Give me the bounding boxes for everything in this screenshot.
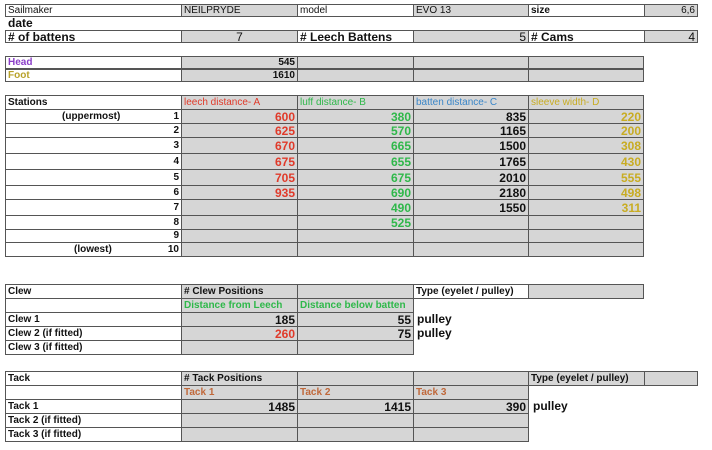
station-row [5,185,645,200]
clew-row [5,326,485,341]
clew-subheader-blank [5,298,182,313]
tack-row-label: Tack 1 [5,399,182,414]
luff-value[interactable]: 490 [297,199,414,216]
station-cell [5,169,182,186]
tack-3-value[interactable] [413,427,529,442]
station-number: 10 [167,244,179,255]
head-cell-4[interactable] [413,56,529,69]
tack-row-label: Tack 2 (if fitted) [5,413,182,428]
head-cell-5[interactable] [528,56,644,69]
stations-header-row [5,95,645,110]
leech-value[interactable]: 670 [181,137,298,154]
model-value[interactable]: EVO 13 [413,4,529,17]
batten-value[interactable] [413,215,529,230]
leech-value[interactable]: 600 [181,109,298,124]
station-cell [5,215,182,230]
clew-type-text: pulley [417,326,452,340]
batten-value[interactable]: 835 [413,109,529,124]
tack-positions-value[interactable] [297,371,414,386]
col-header-sleeve: sleeve width- D [528,95,644,110]
station-cell [5,229,182,243]
station-cell [5,137,182,154]
station-number: 7 [173,202,179,213]
leech-value[interactable] [181,229,298,243]
tack-header-row [5,371,697,386]
leech-battens-label: # Leech Battens [297,30,414,43]
luff-value[interactable] [297,229,414,243]
date-label: date [8,17,33,30]
batten-value[interactable] [413,242,529,257]
header-row-date [5,17,697,30]
station-note: (uppermost) [62,111,121,122]
station-row [5,215,645,230]
sailmaker-label: Sailmaker [5,4,182,17]
foot-label: Foot [5,69,182,82]
col-header-tack-3: Tack 3 [413,385,529,400]
tack-2-value[interactable]: 1415 [297,399,414,414]
station-cell [5,153,182,170]
tack-3-value[interactable]: 390 [413,399,529,414]
tack-row [5,427,530,442]
clew-type-label: Type (eyelet / pulley) [413,284,529,299]
station-cell [5,123,182,138]
col-header-luff: luff distance- B [297,95,414,110]
batten-value[interactable]: 2180 [413,185,529,200]
head-label: Head [5,56,182,69]
sleeve-value[interactable]: 308 [528,137,644,154]
sleeve-value[interactable]: 311 [528,199,644,216]
tack-1-value[interactable] [181,427,298,442]
tack-subheader-row [5,385,530,400]
station-number: 9 [173,230,179,241]
leech-value[interactable] [181,199,298,216]
sleeve-value[interactable] [528,242,644,257]
clew-row-label: Clew 2 (if fitted) [5,326,182,341]
header-row-sailmaker [5,4,697,17]
tack-row [5,413,530,428]
model-label: model [297,4,414,17]
head-value[interactable]: 545 [181,56,298,69]
leech-value[interactable]: 625 [181,123,298,138]
leech-battens-value[interactable]: 5 [413,30,529,43]
station-cell [5,109,182,124]
batten-value[interactable]: 2010 [413,169,529,186]
tack-title: Tack [5,371,182,386]
sailmaker-value[interactable]: NEILPRYDE [181,4,298,17]
station-row [5,199,645,216]
station-cell [5,185,182,200]
station-row [5,123,645,138]
luff-value[interactable]: 380 [297,109,414,124]
batten-value[interactable] [413,229,529,243]
clew-below-batten-value[interactable]: 55 [297,312,414,327]
foot-cell-5[interactable] [528,69,644,82]
station-number: 2 [173,125,179,136]
col-header-below-batten: Distance below batten [297,298,414,313]
leech-value[interactable]: 705 [181,169,298,186]
station-row [5,137,645,154]
size-value[interactable]: 6,6 [644,4,698,17]
tack-type-value[interactable] [644,371,698,386]
sleeve-value[interactable]: 555 [528,169,644,186]
tack-row-label: Tack 3 (if fitted) [5,427,182,442]
luff-value[interactable]: 655 [297,153,414,170]
clew-below-batten-value[interactable] [297,340,414,355]
batten-value[interactable]: 1500 [413,137,529,154]
clew-title: Clew [5,284,182,299]
station-row [5,229,645,243]
battens-value[interactable]: 7 [181,30,298,43]
sleeve-value[interactable]: 220 [528,109,644,124]
tack-2-value[interactable] [297,413,414,428]
luff-value[interactable]: 690 [297,185,414,200]
cams-value[interactable]: 4 [644,30,698,43]
station-cell [5,242,182,257]
leech-value[interactable] [181,215,298,230]
clew-row [5,340,485,355]
tack-header-cell-4[interactable] [413,371,529,386]
foot-row [5,69,645,82]
tack-positions-label: # Tack Positions [181,371,298,386]
foot-cell-4[interactable] [413,69,529,82]
luff-value[interactable]: 665 [297,137,414,154]
header-row-battens [5,30,697,43]
luff-value[interactable]: 525 [297,215,414,230]
station-cell [5,199,182,216]
leech-value[interactable]: 675 [181,153,298,170]
stations-title: Stations [5,95,182,110]
clew-row-label: Clew 1 [5,312,182,327]
foot-cell-3[interactable] [297,69,414,82]
clew-type-text: pulley [417,312,452,326]
station-note: (lowest) [74,244,112,255]
tack-row [5,399,605,414]
foot-value[interactable]: 1610 [181,69,298,82]
sleeve-value[interactable]: 200 [528,123,644,138]
sleeve-value[interactable] [528,229,644,243]
cams-label: # Cams [528,30,645,43]
clew-header-row [5,284,645,299]
clew-from-leech-value[interactable]: 185 [181,312,298,327]
station-row [5,109,645,124]
sleeve-value[interactable] [528,215,644,230]
batten-value[interactable]: 1165 [413,123,529,138]
leech-value[interactable] [181,242,298,257]
col-header-leech: leech distance- A [181,95,298,110]
station-row [5,242,645,257]
clew-row [5,312,485,327]
station-number: 3 [173,140,179,151]
station-row [5,153,645,170]
tack-1-value[interactable]: 1485 [181,399,298,414]
head-row [5,56,645,69]
head-cell-3[interactable] [297,56,414,69]
batten-value[interactable]: 1550 [413,199,529,216]
col-header-from-leech: Distance from Leech [181,298,298,313]
clew-row-label: Clew 3 (if fitted) [5,340,182,355]
tack-2-value[interactable] [297,427,414,442]
luff-value[interactable]: 570 [297,123,414,138]
station-number: 8 [173,217,179,228]
tack-type-label: Type (eyelet / pulley) [528,371,645,386]
station-number: 5 [173,172,179,183]
luff-value[interactable] [297,242,414,257]
col-header-tack-2: Tack 2 [297,385,414,400]
sleeve-value[interactable]: 498 [528,185,644,200]
size-label: size [528,4,645,17]
tack-3-value[interactable] [413,413,529,428]
tack-1-value[interactable] [181,413,298,428]
tack-subheader-blank [5,385,182,400]
clew-from-leech-value[interactable]: 260 [181,326,298,341]
station-number: 1 [173,111,179,122]
station-number: 6 [173,187,179,198]
clew-type-value[interactable] [528,284,644,299]
clew-positions-value[interactable] [297,284,414,299]
clew-from-leech-value[interactable] [181,340,298,355]
clew-subheader-row [5,298,415,313]
clew-below-batten-value[interactable]: 75 [297,326,414,341]
station-number: 4 [173,156,179,167]
clew-positions-label: # Clew Positions [181,284,298,299]
col-header-tack-1: Tack 1 [181,385,298,400]
station-row [5,169,645,186]
sleeve-value[interactable]: 430 [528,153,644,170]
col-header-batten: batten distance- C [413,95,529,110]
batten-value[interactable]: 1765 [413,153,529,170]
tack-type-text: pulley [533,399,568,413]
leech-value[interactable]: 935 [181,185,298,200]
luff-value[interactable]: 675 [297,169,414,186]
battens-label: # of battens [5,30,182,43]
